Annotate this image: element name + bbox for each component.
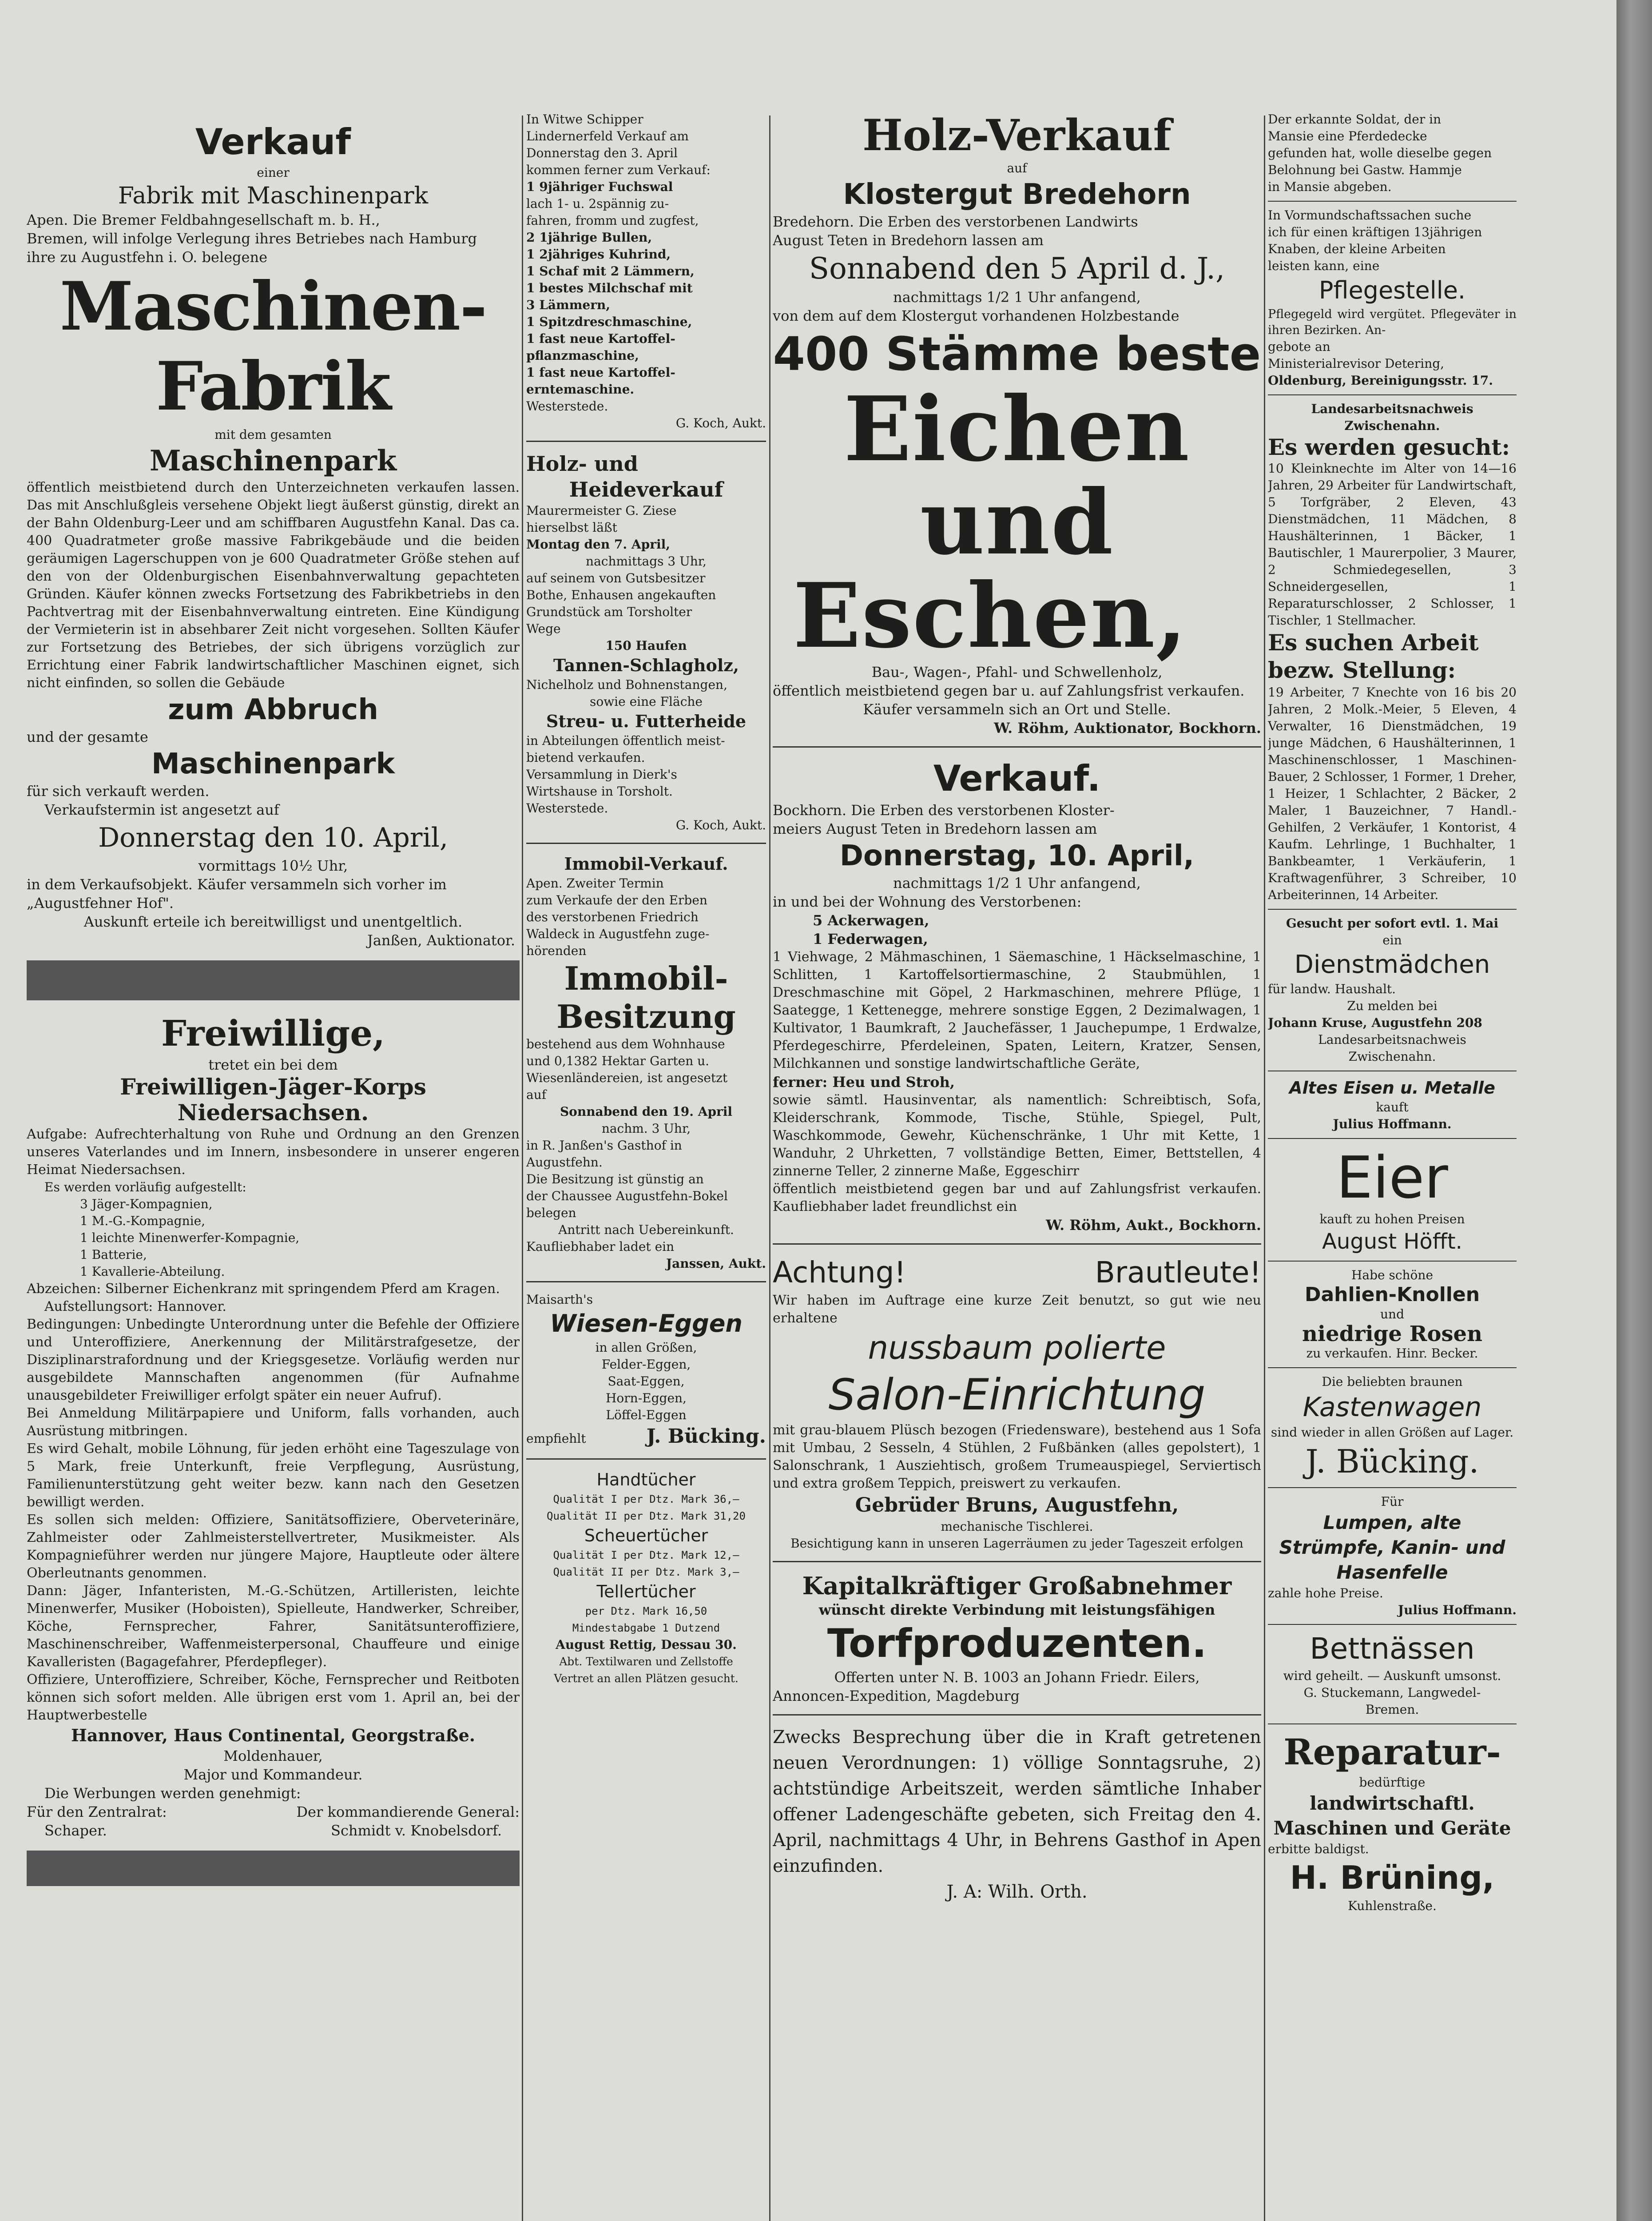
column-rule: [769, 115, 770, 2221]
text: ein: [1382, 933, 1402, 947]
text: und: [1380, 1307, 1404, 1321]
text: 150 Haufen: [605, 638, 687, 653]
text-line: für landw. Haushalt.: [1268, 982, 1396, 996]
divider: [1268, 1723, 1517, 1724]
text-line: leisten kann, eine: [1268, 259, 1380, 273]
ad-wiesen-eggen: [526, 1291, 766, 1449]
text-line: Qualität I per Dtz. Mark 12,—: [553, 1549, 739, 1561]
text-line: Versammlung in Dierk's: [526, 767, 677, 782]
text-line: Bremen, will infolge Verlegung ihres Betriebes nach Hamburg: [27, 230, 477, 247]
signature: J. A: Wilh. Orth.: [946, 1882, 1088, 1902]
signature: G. Koch, Aukt.: [675, 818, 766, 832]
paragraph: Aufstellungsort: Hannover.: [44, 1299, 226, 1314]
ad-tuecher: [526, 1469, 766, 1687]
text: Für: [1381, 1494, 1404, 1509]
ad-title-row: [773, 1254, 1261, 1292]
ad-alteisen: [1268, 1077, 1517, 1133]
text: kauft: [1376, 1100, 1409, 1114]
signature: Gebrüder Bruns, Augustfehn,: [855, 1494, 1179, 1516]
text: Die beliebten braunen: [1322, 1374, 1463, 1389]
text: für sich verkauft werden.: [27, 783, 210, 800]
headline: Eichen und: [843, 377, 1191, 575]
paragraph: Wir haben im Auftrage eine kurze Zeit benutzt, so gut wie neu erhaltene: [773, 1293, 1261, 1326]
text-line: Landesarbeitsnachweis: [1318, 1032, 1466, 1047]
text-line: Belohnung bei Gastw. Hammje: [1268, 163, 1462, 177]
text-line: Oldenburg, Bereinigungsstr. 17.: [1268, 373, 1493, 388]
text-line: kommen ferner zum Verkauf:: [526, 163, 711, 177]
text: kauft zu hohen Preisen: [1319, 1212, 1465, 1226]
text-line: 1 fast neue Kartoffel-: [526, 365, 675, 380]
signature: Janßen, Auktionator.: [367, 932, 515, 949]
divider: [773, 746, 1261, 748]
text-line: Grundstück am Torsholter: [526, 605, 692, 619]
text: mechanische Tischlerei.: [941, 1519, 1093, 1534]
ad-title: Verkauf: [195, 121, 351, 163]
paragraph: Bei Anmeldung Militärpapiere und Uniform, falls vorhanden, auch Ausrüstung mitbringen.: [27, 1405, 520, 1439]
text-line: wird geheilt. — Auskunft umsonst.: [1283, 1668, 1501, 1683]
column-1: [27, 111, 520, 2221]
text: erbitte baldigst.: [1268, 1842, 1369, 1856]
list-item: 1 Federwagen,: [813, 931, 928, 947]
ad-reparatur: [1268, 1730, 1517, 1915]
ad-freiwillige: [27, 1011, 520, 1840]
text-line: ich für einen kräftigen 13jährigen: [1268, 225, 1482, 239]
divider: [1268, 1138, 1517, 1139]
divider: [1268, 394, 1517, 395]
text: sowie eine Fläche: [589, 694, 703, 709]
list-item: 5 Ackerwagen,: [813, 912, 929, 929]
text-line: Knaben, der kleine Arbeiten: [1268, 242, 1446, 256]
text-line: 1 9jähriger Fuchswal: [526, 179, 673, 194]
text-line: Apen. Zweiter Termin: [526, 876, 664, 891]
signature: H. Brüning,: [1290, 1859, 1495, 1896]
zentralrat-name: Schaper.: [44, 1822, 107, 1839]
text-line: Wirtshause in Torsholt.: [526, 784, 673, 799]
text-line: 2 1jährige Bullen,: [526, 230, 652, 245]
list-item: Felder-Eggen,: [601, 1357, 691, 1372]
text: und der gesamte: [27, 728, 148, 745]
ad-title: Holz-Verkauf: [862, 111, 1171, 160]
headline: Dienstmädchen: [1294, 950, 1490, 979]
text: Gesucht per sofort evtl. 1. Mai: [1286, 916, 1499, 931]
text-line: hörenden: [526, 943, 587, 958]
ad-pflegestelle: [1268, 207, 1517, 389]
text-line: Der erkannte Soldat, der in: [1268, 112, 1442, 127]
text: Maisarth's: [526, 1292, 593, 1307]
text-line: Kaufliebhaber ladet ein: [526, 1239, 675, 1254]
text-line: Augustfehn.: [526, 1155, 603, 1170]
address: Hannover, Haus Continental, Georgstraße.: [71, 1725, 475, 1745]
headline: Maschinenpark: [149, 444, 397, 478]
text-line: in dem Verkaufsobjekt. Käufer versammeln sich vorher im: [27, 876, 447, 893]
ad-title: Freiwillige,: [161, 1012, 385, 1054]
text-line: Lindernerfeld Verkauf am: [526, 129, 689, 143]
text-line: „Augustfehner Hof".: [27, 895, 174, 911]
text-line: des verstorbenen Friedrich: [526, 910, 699, 924]
headline: Immobil-Besitzung: [556, 959, 736, 1035]
text-line: Qualität II per Dtz. Mark 3,—: [553, 1566, 739, 1578]
ad-pferdedecke: [1268, 111, 1517, 195]
name: Moldenhauer,: [223, 1747, 323, 1764]
divider: [1268, 1367, 1517, 1368]
ad-immobil: [526, 853, 766, 1272]
text: einer: [257, 165, 290, 180]
text: bedürftige: [1359, 1775, 1426, 1790]
text-line: 1 fast neue Kartoffel-: [526, 331, 675, 346]
date-headline: Donnerstag, 10. April,: [839, 840, 1195, 872]
text-line: per Dtz. Mark 16,50: [585, 1605, 707, 1617]
paragraph: 1 Viehwage, 2 Mähmaschinen, 1 Säemaschine, 1 Häckselmaschine, 1 Schlitten, 1 Kartoffelsortiermaschine, 2 Staubmühlen, 1 Dreschmaschine mit Göpel, 2 Harkmaschinen, mehrere Pflüge, 1 Saategge, 1 Kettenegge, mehrere sonstige Eggen, 2 Dezimalwagen, 1 Kultivator, 1 Baumkraft, 2 Jauchefässer, 1 Jauchepumpe, 1 Erdwalze, Pferdegeschirre, Pferdeleinen, Spaten, Leitern, Kratzer, Sensen, Milchkannen und sonstige landwirtschaftliche Geräte,: [773, 949, 1261, 1071]
text-line: bietend verkaufen.: [526, 750, 645, 765]
text-line: 3 Lämmern,: [526, 298, 610, 312]
signature: W. Röhm, Auktionator, Bockhorn.: [994, 720, 1261, 736]
page-edge: [1616, 0, 1652, 2221]
text: Besichtigung kann in unseren Lagerräumen zu jeder Tageszeit erfolgen: [790, 1536, 1243, 1551]
headline: Scheuertücher: [584, 1526, 708, 1545]
headline: Lumpen, alte Strümpfe, Kanin- und Hasenfelle: [1279, 1512, 1505, 1583]
headline: Tannen-Schlagholz,: [553, 655, 739, 675]
ad-eier: [1268, 1144, 1517, 1255]
headline: Kapitalkräftiger Großabnehmer: [802, 1572, 1232, 1600]
headline: Es werden gesucht:: [1268, 434, 1510, 460]
text-line: Abt. Textilwaren und Zellstoffe: [559, 1655, 733, 1668]
date: Sonnabend den 19. April: [560, 1104, 733, 1119]
text-line: G. Stuckemann, Langwedel-: [1303, 1685, 1481, 1700]
headline: Freiwilligen-Jäger-Korps Niedersachsen.: [120, 1074, 426, 1126]
list-item: 1 M.-G.-Kompagnie,: [80, 1214, 206, 1228]
headline: Maschinen-Fabrik: [60, 267, 487, 426]
text-line: 1 bestes Milchschaf mit: [526, 281, 693, 295]
ad-title: Immobil-Verkauf.: [564, 854, 728, 874]
text-line: Vertret an allen Plätzen gesucht.: [554, 1672, 739, 1685]
text-line: in Abteilungen öffentlich meist-: [526, 733, 725, 748]
signature: G. Koch, Aukt.: [675, 416, 766, 430]
text-line: Wege: [526, 621, 561, 636]
divider: [1268, 909, 1517, 910]
ad-lumpen: [1268, 1493, 1517, 1619]
text-line: nachmittags 3 Uhr,: [586, 554, 707, 569]
column-2: [526, 111, 766, 2221]
headline: Wiesen-Eggen: [550, 1310, 743, 1337]
ad-maschinenfabrik: [27, 120, 520, 950]
paragraph: 10 Kleinknechte im Alter von 14—16 Jahren, 29 Arbeiter für Landwirtschaft, 5 Torfgräber, 2 Eleven, 43 Dienstmädchen, 11 Mädchen, 8 Haushälterinnen, 1 Bäcker, 1 Bautischler, 1 Maurerpolier, 3 Maurer, 2 Schmiedegesellen, 3 Schneidergesellen, 1 Reparaturschlosser, 2 Schlosser, 1 Tischler, 1 Stellmacher.: [1268, 461, 1517, 628]
headline: Kastenwagen: [1303, 1392, 1482, 1423]
text: Verkaufstermin ist angesetzt auf: [44, 801, 279, 818]
ad-title: Achtung!: [773, 1255, 906, 1290]
text-line: 1 2jähriges Kuhrind,: [526, 247, 671, 262]
column-rule: [1264, 115, 1265, 2221]
headline: Maschinenpark: [151, 748, 395, 780]
text-line: Annoncen-Expedition, Magdeburg: [773, 1688, 1020, 1704]
ad-title: Holz- und: [526, 452, 638, 476]
text-line: Zu melden bei: [1347, 999, 1438, 1013]
text-line: August Teten in Bredehorn lassen am: [773, 232, 1044, 249]
divider: [1268, 201, 1517, 202]
ad-dahlien: [1268, 1267, 1517, 1362]
text-line: Bothe, Enhausen angekauften: [526, 588, 716, 602]
list-item: Saat-Eggen,: [608, 1374, 685, 1389]
divider: [526, 843, 766, 844]
text: Die Werbungen werden genehmigt:: [44, 1785, 301, 1802]
signature: W. Röhm, Aukt., Bockhorn.: [1046, 1217, 1261, 1234]
date-headline: Sonnabend den 5 April d. J.,: [809, 251, 1225, 286]
text-line: Offerten unter N. B. 1003 an Johann Friedr. Eilers,: [834, 1669, 1200, 1686]
headline: Eschen,: [793, 564, 1188, 668]
signature: J. Bücking.: [1305, 1443, 1479, 1480]
headline: Es suchen Arbeit bezw. Stellung:: [1268, 629, 1479, 683]
paragraph: Pflegegeld wird vergütet. Pflegeväter in ihren Bezirken. An-: [1268, 307, 1517, 337]
ad-heideverkauf: [526, 451, 766, 834]
text-line: lach 1- u. 2spännig zu-: [526, 196, 669, 211]
divider: [526, 441, 766, 442]
ad-body: öffentlich meistbietend durch den Unterzeichneten verkaufen lassen. Das mit Anschlußgleis versehene Objekt liegt äußerst günstig, direkt an der Bahn Oldenburg-Leer und am schiffbaren Augustfehn Kanal. Das ca. 400 Quadratmeter große massive Fabrikgebäude und die beiden geräumigen Lagerschuppen von je 600 Quadratmeter Größe stehen auf den von der Oldenburgischen Eisenbahnverwaltung gepachteten Gründen. Käufer können zwecks Fortsetzung des Fabrikbetriebs in den Pachtvertrag mit der Eisenbahnverwaltung eintreten. Eine Kündigung der Vermieterin ist in absehbarer Zeit nicht vorgesehen. Sollten Käufer zur Fortsetzung des Betriebes, der sich übrigens vorzüglich zur Errichtung einer Fabrik landwirtschaftlicher Maschinen eignet, sich nicht einfinden, so sollen die Gebäude: [27, 480, 520, 691]
headline: Tellertücher: [596, 1582, 696, 1601]
text-line: fahren, fromm und zugfest,: [526, 213, 699, 228]
unit-list: [27, 1196, 520, 1280]
headline: landwirtschaftl. Maschinen und Geräte: [1273, 1792, 1511, 1839]
text-line: öffentlich meistbietend gegen bar u. auf Zahlungsfrist verkaufen.: [773, 682, 1245, 699]
text: auf: [1007, 161, 1027, 175]
text-line: auf: [526, 1087, 547, 1102]
text-line: belegen: [526, 1206, 576, 1220]
text-line: Waldeck in Augustfehn zuge-: [526, 927, 710, 941]
place: Westerstede.: [526, 801, 608, 816]
text-line: Ministerialrevisor Detering,: [1268, 356, 1445, 371]
text-line: 1 Schaf mit 2 Lämmern,: [526, 264, 695, 279]
list-item: Horn-Eggen,: [606, 1391, 687, 1405]
text: Es werden vorläufig aufgestellt:: [44, 1180, 246, 1194]
text: Kuhlenstraße.: [1348, 1899, 1437, 1913]
text: in und bei der Wohnung des Verstorbenen:: [773, 893, 1082, 910]
general-name: Schmidt v. Knobelsdorf.: [331, 1822, 502, 1839]
text-line: Johann Kruse, Augustfehn 208: [1268, 1015, 1482, 1030]
headline: Altes Eisen u. Metalle: [1289, 1078, 1495, 1098]
signature: zu verkaufen. Hinr. Becker.: [1306, 1346, 1478, 1361]
headline: Klostergut Bredehorn: [843, 178, 1191, 211]
column-rule: [522, 115, 523, 2221]
ad-sonntagsruhe: [773, 1724, 1261, 1905]
signature: August Höfft.: [1322, 1229, 1462, 1254]
headline: Torfproduzenten.: [827, 1620, 1207, 1666]
ad-dienstmaedchen: [1268, 915, 1517, 1065]
text-line: Die Besitzung ist günstig an: [526, 1172, 704, 1186]
list-item: 1 Batterie,: [80, 1247, 147, 1262]
signature: Janssen, Aukt.: [666, 1256, 766, 1271]
signature-row: [27, 1803, 520, 1821]
divider: [526, 1458, 766, 1460]
ad-verkauf-bockhorn: [773, 756, 1261, 1234]
text-line: nachm. 3 Uhr,: [601, 1121, 691, 1136]
text-line: meiers August Teten in Bredehorn lassen am: [773, 820, 1097, 837]
text-line: Bredehorn. Die Erben des verstorbenen Landwirts: [773, 213, 1138, 230]
signature-row: [27, 1821, 520, 1840]
text: Landesarbeitsnachweis Zwischenahn.: [1311, 402, 1473, 433]
headline: Eier: [1336, 1144, 1448, 1211]
ad-title: Verkauf.: [933, 758, 1101, 799]
text-line: In Vormundschaftssachen suche: [1268, 208, 1472, 223]
text-line: gebote an: [1268, 339, 1330, 354]
text-line: auf seinem von Gutsbesitzer: [526, 571, 706, 585]
separator-band: [27, 960, 520, 1000]
text: ferner: Heu und Stroh,: [773, 1074, 955, 1091]
divider: [1268, 1624, 1517, 1625]
text: Auskunft erteile ich bereitwilligst und unentgeltlich.: [83, 913, 463, 930]
paragraph: Offiziere, Unteroffiziere, Schreiber, Köche, Fernsprecher und Reitboten können sich sofort melden. Alle übrigen erst vom 1. April an, bei der Hauptwerbestelle: [27, 1672, 520, 1723]
text-line: Antritt nach Uebereinkunft.: [558, 1222, 734, 1237]
signature: August Rettig, Dessau 30.: [556, 1637, 737, 1652]
text: zahle hohe Preise.: [1268, 1586, 1383, 1600]
divider: [526, 1281, 766, 1282]
date-headline: Donnerstag den 10. April,: [98, 822, 448, 853]
text-line: Bockhorn. Die Erben des verstorbenen Kloster-: [773, 802, 1115, 819]
divider: [1268, 1261, 1517, 1262]
text-line: Maurermeister G. Ziese: [526, 503, 677, 518]
paragraph: Es sollen sich melden: Offiziere, Sanitätsoffiziere, Oberveterinäre, Zahlmeister oder Zahlmeisterstellvertreter, Musikmeister. Als Kompagnieführer werden nur jüngere Majore, Hauptleute oder ältere Oberleutnants genommen.: [27, 1512, 520, 1581]
text-line: zum Verkaufe der den Erben: [526, 893, 707, 908]
headline: zum Abbruch: [168, 693, 378, 726]
ad-schipper: [526, 111, 766, 432]
text-line: Käufer versammeln sich an Ort und Stelle.: [863, 701, 1171, 718]
headline: Streu- u. Futterheide: [546, 711, 747, 731]
divider: [773, 1561, 1261, 1562]
list-item: 1 Kavallerie-Abteilung.: [80, 1264, 225, 1279]
signature: Julius Hoffmann.: [1333, 1117, 1452, 1131]
ad-title: Brautleute!: [1095, 1255, 1261, 1290]
headline: Pflegestelle.: [1318, 276, 1466, 304]
headline: Reparatur-: [1283, 1731, 1501, 1773]
text-line: in R. Janßen's Gasthof in: [526, 1138, 682, 1153]
column-4: [1268, 111, 1517, 2221]
column-3: [773, 111, 1261, 2221]
list-item: Löffel-Eggen: [606, 1408, 687, 1422]
signature-row: [526, 1424, 766, 1449]
list-item: 3 Jäger-Kompagnien,: [80, 1197, 213, 1211]
text-line: Montag den 7. April,: [526, 537, 670, 552]
text-line: von dem auf dem Klostergut vorhandenen Holzbestande: [773, 307, 1179, 324]
paragraph: Abzeichen: Silberner Eichenkranz mit springendem Pferd am Kragen.: [27, 1281, 500, 1297]
text-line: in Mansie abgeben.: [1268, 179, 1392, 194]
ad-holz-verkauf: [773, 111, 1261, 737]
divider: [773, 1714, 1261, 1716]
text-line: Qualität I per Dtz. Mark 36,—: [553, 1493, 739, 1505]
text-line: nachmittags 1/2 1 Uhr anfangend,: [893, 289, 1141, 306]
paragraph: Zwecks Besprechung über die in Kraft getretenen neuen Verordnungen: 1) völlige Sonntagsruhe, 2) achtstündige Arbeitszeit, werden sämtliche Inhaber offener Ladengeschäfte gebeten, sich Freitag den 4. April, nachmittags 4 Uhr, in Behrens Gasthof in Apen einzufinden.: [773, 1727, 1261, 1876]
rank: Major und Kommandeur.: [183, 1766, 363, 1783]
text-line: Nichelholz und Bohnenstangen,: [526, 677, 727, 692]
text: empfiehlt: [526, 1431, 586, 1446]
text: sind wieder in allen Größen auf Lager.: [1271, 1425, 1514, 1440]
text-line: Donnerstag den 3. April: [526, 146, 678, 160]
ad-kastenwagen: [1268, 1373, 1517, 1482]
text-line: Zwischenahn.: [1348, 1049, 1436, 1064]
text: in allen Größen,: [595, 1340, 697, 1355]
text-line: erntemaschine.: [526, 382, 635, 397]
text-line: Mansie eine Pferdedecke: [1268, 129, 1427, 143]
headline: Dahlien-Knollen: [1304, 1283, 1480, 1306]
paragraph: Bedingungen: Unbedingte Unterordnung unter die Befehle der Offiziere und Unteroffiziere, Anerkennung der Militärstrafgesetze, der Disziplinarstrafordnung und der Kriegsgesetze. Vorläufig werden nur ausgebildete Mannschaften angenommen (für Aufnahme unausgebildeter Freiwilliger erfolgt später ein neuer Aufruf).: [27, 1317, 520, 1403]
text: tretet ein bei dem: [208, 1056, 338, 1073]
ad-torfproduzenten: [773, 1571, 1261, 1705]
text: Habe schöne: [1351, 1268, 1434, 1282]
signature: Julius Hoffmann.: [1398, 1603, 1517, 1617]
zentralrat-label: Für den Zentralrat:: [27, 1803, 167, 1820]
text: vormittags 10½ Uhr,: [198, 857, 348, 874]
text-line: Bau-, Wagen-, Pfahl- und Schwellenholz,: [871, 664, 1163, 681]
text-line: pflanzmaschine,: [526, 348, 639, 363]
text-line: bestehend aus dem Wohnhause: [526, 1037, 725, 1051]
divider: [773, 1243, 1261, 1245]
text-line: und 0,1382 Hektar Garten u.: [526, 1054, 710, 1068]
paragraph: 19 Arbeiter, 7 Knechte von 16 bis 20 Jahren, 2 Molk.-Meier, 5 Eleven, 4 Verwalter, 16 Dienstmädchen, 19 junge Mädchen, 6 Haushälterinnen, 1 Maschinenschlosser, 1 Maschinen-Bauer, 2 Schlosser, 1 Former, 1 Dreher, 1 Heizer, 1 Schlachter, 2 Bäcker, 2 Maler, 1 Bauzeichner, 7 Handl.-Gehilfen, 2 Verkäufer, 1 Kontorist, 4 Kaufm. Lehrlinge, 1 Buchhalter, 1 Bankbeamter, 1 Verkäuferin, 1 Kraftwagenführer, 3 Schreiber, 10 Arbeiterinnen, 14 Arbeiter.: [1268, 685, 1517, 902]
ad-title: Heideverkauf: [569, 478, 723, 502]
text-line: Bremen.: [1365, 1702, 1419, 1717]
text-line: ihre zu Augustfehn i. O. belegene: [27, 249, 267, 266]
paragraph: Aufgabe: Aufrechterhaltung von Ruhe und Ordnung an den Grenzen unseres Vaterlandes und im Innern, insbesondere in unserer engeren Heimat Niedersachsen.: [27, 1126, 520, 1178]
text-line: 1 Spitzdreschmaschine,: [526, 314, 692, 329]
ad-bettnaessen: [1268, 1630, 1517, 1718]
general-label: Der kommandierende General:: [296, 1803, 520, 1820]
headline: Bettnässen: [1310, 1632, 1475, 1666]
headline: nussbaum polierte: [868, 1329, 1166, 1366]
text: wünscht direkte Verbindung mit leistungsfähigen: [818, 1601, 1215, 1618]
text: mit dem gesamten: [214, 427, 332, 442]
text-line: In Witwe Schipper: [526, 112, 643, 127]
text: nachmittags 1/2 1 Uhr anfangend,: [893, 875, 1141, 892]
headline: Handtücher: [596, 1470, 696, 1489]
paragraph: mit grau-blauem Plüsch bezogen (Friedensware), bestehend aus 1 Sofa mit Umbau, 2 Sesseln, 4 Stühlen, 2 Fußbänken (alles gepolstert), 1 Salonschrank, 1 Ausziehtisch, großem Trumeauspiegel, Serviertisch und extra großem Teppich, preiswert zu verkaufen.: [773, 1422, 1261, 1491]
headline: Salon-Einrichtung: [828, 1370, 1206, 1420]
subtitle: Fabrik mit Maschinenpark: [118, 183, 429, 209]
text-line: gefunden hat, wolle dieselbe gegen: [1268, 146, 1492, 160]
list-item: 1 leichte Minenwerfer-Kompagnie,: [80, 1230, 300, 1245]
text-line: Apen. Die Bremer Feldbahngesellschaft m. b. H.,: [27, 211, 380, 228]
paragraph: öffentlich meistbietend gegen bar und auf Zahlungsfrist verkaufen. Kaufliebhaber ladet freundlichst ein: [773, 1181, 1261, 1214]
text-line: hierselbst läßt: [526, 520, 617, 535]
signature: J. Bücking.: [646, 1425, 766, 1448]
place: Westerstede.: [526, 399, 608, 414]
divider: [1268, 1487, 1517, 1488]
text-line: Mindestabgabe 1 Dutzend: [572, 1622, 720, 1634]
paragraph: Es wird Gehalt, mobile Löhnung, für jeden erhöht eine Tageszulage von 5 Mark, freie Unterkunft, freie Verpflegung, Ausrüstung, Familienunterstützung geht weiter bezw. kann nach den Gesetzen bewilligt werden.: [27, 1441, 520, 1510]
text-line: Wiesenländereien, ist angesetzt: [526, 1071, 728, 1085]
ad-arbeitsnachweis: [1268, 401, 1517, 904]
text-line: der Chaussee Augustfehn-Bokel: [526, 1189, 728, 1203]
separator-band: [27, 1851, 520, 1886]
headline: 400 Stämme beste: [773, 327, 1261, 381]
ad-brautleute: [773, 1254, 1261, 1552]
headline: niedrige Rosen: [1302, 1321, 1482, 1346]
paragraph: sowie sämtl. Hausinventar, als namentlich: Schreibtisch, Sofa, Kleiderschrank, Kommode, Tische, Stühle, Spiegel, Pult, Waschkommode, Gewehr, Küchenschränke, 1 Uhr mit Kette, 1 Wanduhr, 2 Uhrketten, 7 vollständige Betten, Eimer, Bettstellen, 4 zinnerne Teller, 2 zinnerne Maße, Eggeschirr: [773, 1092, 1261, 1179]
paragraph: Dann: Jäger, Infanteristen, M.-G.-Schützen, Artilleristen, leichte Minenwerfer, Musiker (Hoboisten), Spielleute, Handwerker, Schreiber, Köche, Fernsprecher, Fahrer, Sanitätsunteroffiziere, Maschinenschreiber, Waffenmeisterpersonal, Chauffeure und einige Kavalleristen (Bagagefahrer, Pferdepfleger).: [27, 1583, 520, 1670]
text-line: Qualität II per Dtz. Mark 31,20: [547, 1510, 746, 1522]
